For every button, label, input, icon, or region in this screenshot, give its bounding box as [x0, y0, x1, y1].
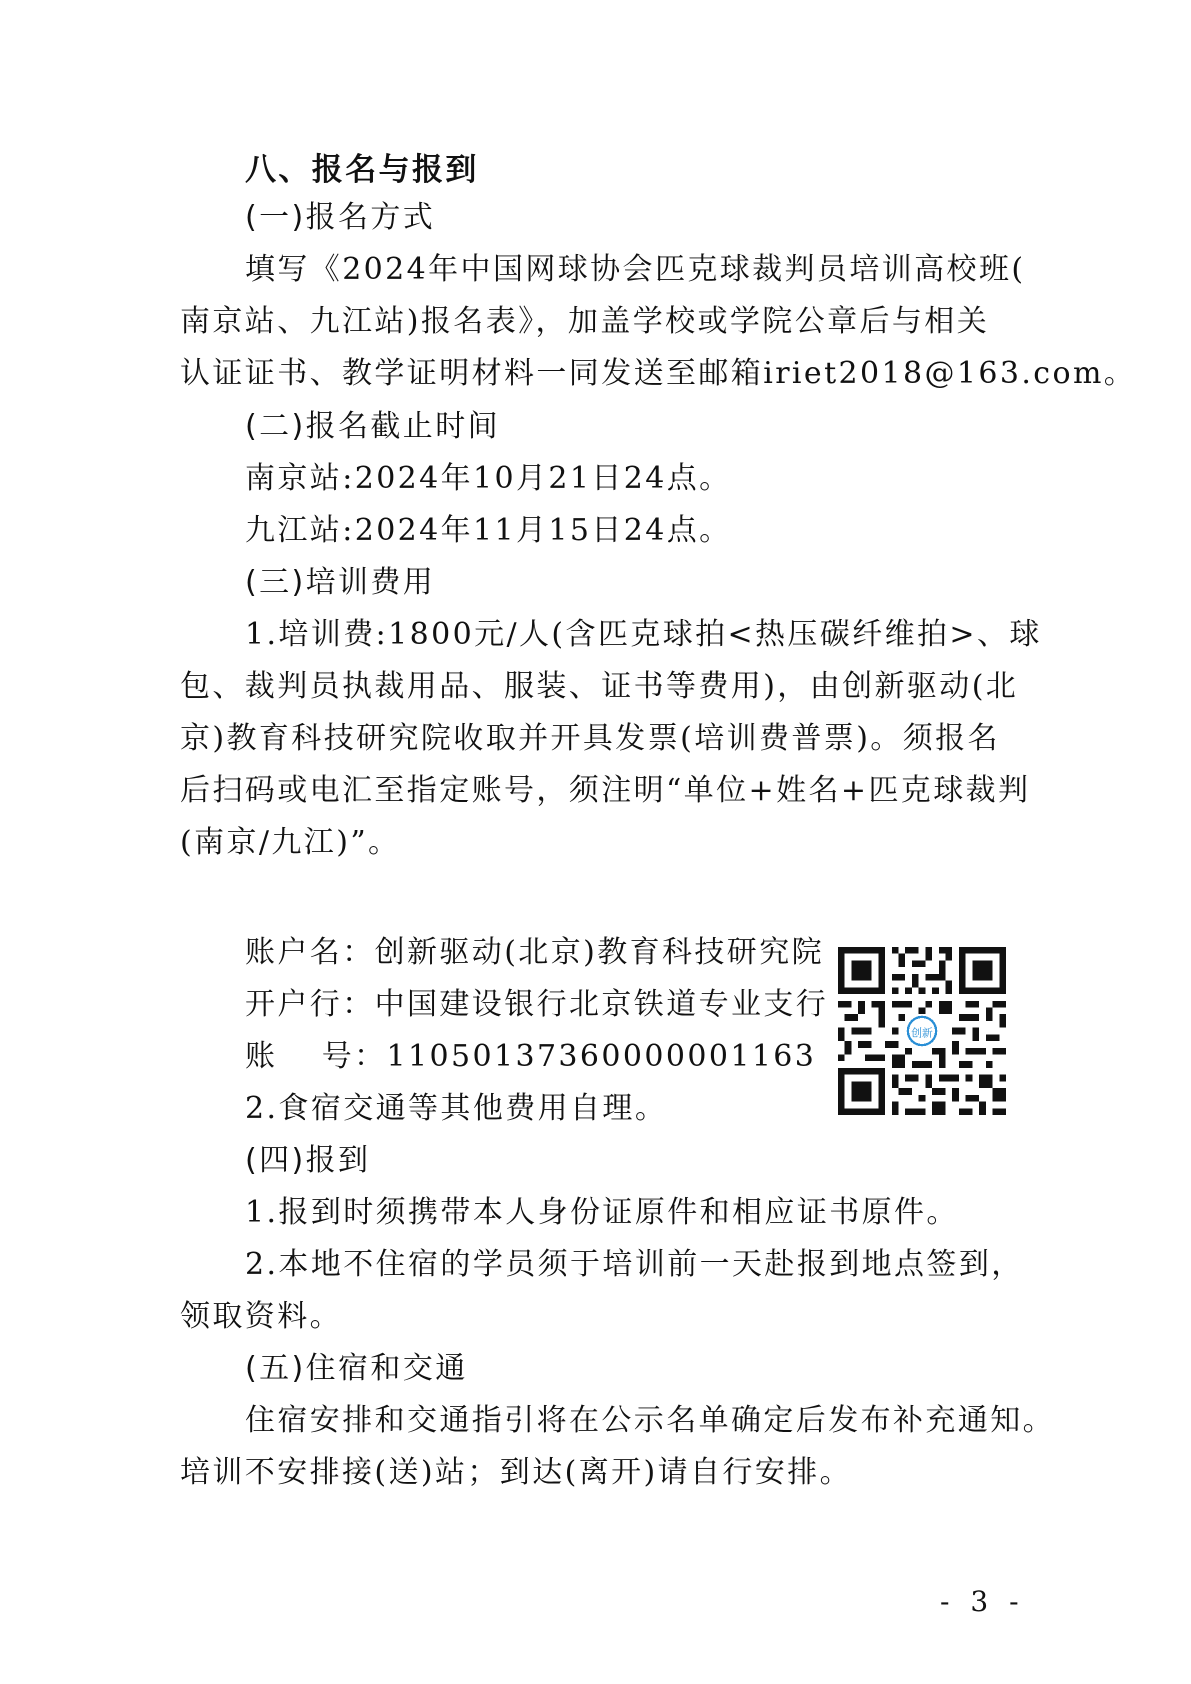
registration-method-line-3: 认证证书、教学证明材料一同发送至邮箱iriet2018@163.com。	[180, 356, 1137, 391]
checkin-item2-line-2: 领取资料。	[180, 1299, 342, 1334]
deadline-heading: (二)报名截止时间	[245, 409, 501, 444]
account-name: 账户名：创新驱动(北京)教育科技研究院	[245, 935, 825, 970]
accommodation-line-2: 培训不安排接(送)站；到达(离开)请自行安排。	[180, 1455, 853, 1490]
registration-method-heading: (一)报名方式	[245, 200, 436, 235]
deadline-jiujiang: 九江站:2024年11月15日24点。	[245, 513, 732, 548]
fees-item1-line-2: 包、裁判员执裁用品、服装、证书等费用)，由创新驱动(北	[180, 669, 1019, 704]
checkin-heading: (四)报到	[245, 1143, 371, 1178]
accommodation-heading: (五)住宿和交通	[245, 1351, 468, 1386]
accommodation-line-1: 住宿安排和交通指引将在公示名单确定后发布补充通知。	[245, 1403, 1055, 1438]
fees-heading: (三)培训费用	[245, 565, 436, 600]
fees-item1-line-1: 1.培训费:1800元/人(含匹克球拍<热压碳纤维拍>、球	[245, 617, 1042, 652]
checkin-item2-line-1: 2.本地不住宿的学员须于培训前一天赴报到地点签到，	[245, 1247, 1024, 1282]
deadline-nanjing: 南京站:2024年10月21日24点。	[245, 461, 732, 496]
qr-code-icon	[838, 947, 1006, 1115]
bank-name: 开户行：中国建设银行北京铁道专业支行	[245, 987, 829, 1022]
fees-item1-line-4: 后扫码或电汇至指定账号，须注明“单位+姓名+匹克球裁判	[180, 773, 1031, 808]
checkin-item1: 1.报到时须携带本人身份证原件和相应证书原件。	[245, 1195, 959, 1230]
fees-item2: 2.食宿交通等其他费用自理。	[245, 1091, 668, 1126]
section-title: 八、报名与报到	[245, 152, 479, 188]
qr-logo-text: 创新	[911, 1026, 933, 1040]
account-number: 账 号：11050137360000001163	[245, 1039, 817, 1074]
registration-method-line-2: 南京站、九江站)报名表》，加盖学校或学院公章后与相关	[180, 304, 990, 339]
registration-method-line-1: 填写《2024年中国网球协会匹克球裁判员培训高校班(	[245, 252, 1026, 287]
page-number: - 3 -	[940, 1585, 1025, 1618]
fees-item1-line-5: (南京/九江)”。	[180, 825, 401, 860]
fees-item1-line-3: 京)教育科技研究院收取并开具发票(培训费普票)。须报名	[180, 721, 1000, 756]
